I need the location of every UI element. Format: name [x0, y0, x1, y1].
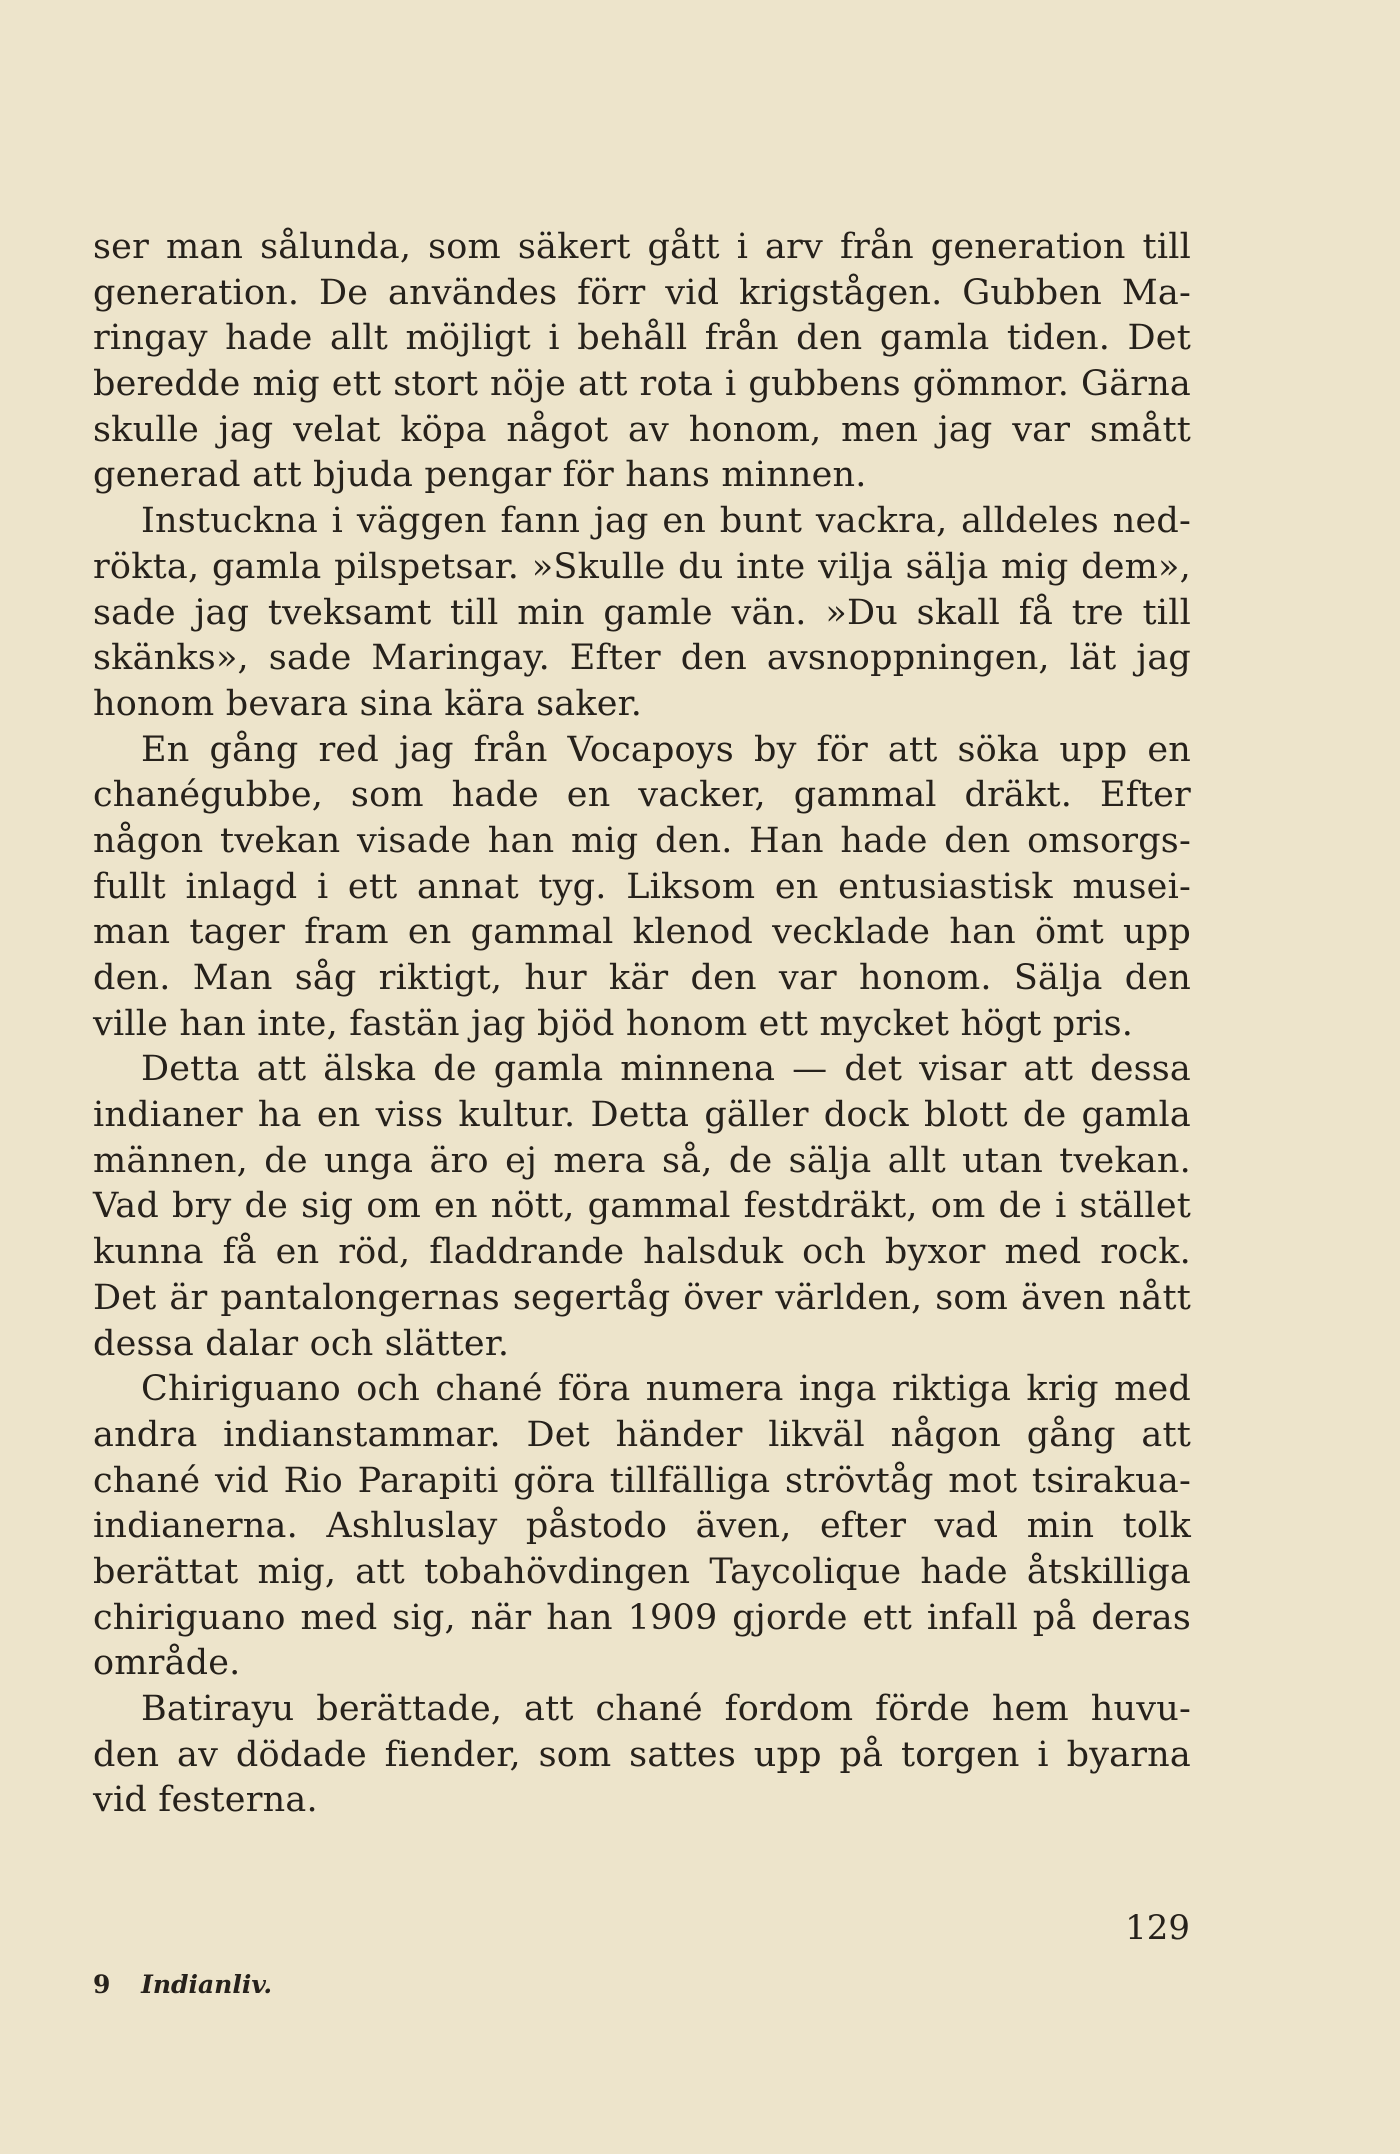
text-line: den av dödade fiender, som sattes upp på torgen i byarna [93, 1734, 1191, 1775]
printer-signature [93, 1970, 272, 2000]
text-line: generation. De användes förr vid krigstågen. Gubben Ma- [93, 272, 1191, 313]
text-line: vid festerna. [93, 1780, 318, 1821]
text-line: Instuckna i väggen fann jag en bunt vackra, alldeles ned- [141, 501, 1191, 542]
text-line: skänks», sade Maringay. Efter den avsnoppningen, lät jag [93, 638, 1191, 679]
text-line: Det är pantalongernas segertåg över världen, som även nått [93, 1277, 1191, 1318]
text-line: område. [93, 1643, 241, 1684]
text-line: någon tvekan visade han mig den. Han hade den omsorgs- [93, 820, 1191, 861]
text-line: Batirayu berättade, att chané fordom förde hem huvu- [141, 1689, 1191, 1729]
signature-number: 9 [93, 1970, 111, 1999]
text-line: ville han inte, fastän jag bjöd honom ett mycket högt pris. [93, 1003, 1134, 1044]
text-line: man tager fram en gammal klenod vecklade han ömt upp [93, 912, 1191, 953]
text-line: En gång red jag från Vocapoys by för att söka upp en [141, 729, 1191, 770]
text-line: ringay hade allt möjligt i behåll från den gamla tiden. Det [93, 318, 1191, 359]
text-line: berättat mig, att tobahövdingen Taycolique hade åtskilliga [93, 1551, 1191, 1592]
text-line: andra indianstammar. Det händer likväl någon gång att [93, 1414, 1191, 1455]
text-line: indianer ha en viss kultur. Detta gäller dock blott de gamla [93, 1095, 1191, 1136]
text-line: indianerna. Ashluslay påstodo även, efter vad min tolk [93, 1506, 1191, 1547]
text-line: dessa dalar och slätter. [93, 1323, 510, 1364]
text-line: kunna få en röd, fladdrande halsduk och byxor med rock. [93, 1232, 1191, 1273]
text-line: Vad bry de sig om en nött, gammal festdräkt, om de i stället [93, 1186, 1191, 1227]
text-line: honom bevara sina kära saker. [93, 683, 643, 724]
page-number: 129 [1125, 1908, 1190, 1948]
text-line: männen, de unga äro ej mera så, de sälja allt utan tvekan. [93, 1140, 1191, 1181]
text-line: chané vid Rio Parapiti göra tillfälliga strövtåg mot tsirakua- [93, 1460, 1191, 1501]
body-text [93, 225, 1191, 1824]
text-line: fullt inlagd i ett annat tyg. Liksom en entusiastisk musei- [93, 866, 1191, 907]
text-line: chiriguano med sig, när han 1909 gjorde ett infall på deras [93, 1597, 1191, 1638]
text-line: ser man sålunda, som säkert gått i arv från generation till [93, 227, 1191, 267]
text-line: Detta att älska de gamla minnena — det visar att dessa [141, 1049, 1191, 1090]
text-line: den. Man såg riktigt, hur kär den var honom. Sälja den [93, 958, 1191, 998]
text-line: generad att bjuda pengar för hans minnen. [93, 455, 867, 496]
text-line: beredde mig ett stort nöje att rota i gubbens gömmor. Gärna [93, 364, 1191, 405]
text-line: chanégubbe, som hade en vacker, gammal dräkt. Efter [93, 775, 1191, 816]
text-line: Chiriguano och chané föra numera inga riktiga krig med [141, 1369, 1191, 1410]
text-line: sade jag tveksamt till min gamle vän. »Du skall få tre till [93, 592, 1191, 633]
text-line: skulle jag velat köpa något av honom, men jag var smått [93, 409, 1191, 450]
signature-title: Indianliv. [141, 1970, 273, 1999]
text-line: rökta, gamla pilspetsar. »Skulle du inte vilja sälja mig dem», [93, 546, 1191, 587]
